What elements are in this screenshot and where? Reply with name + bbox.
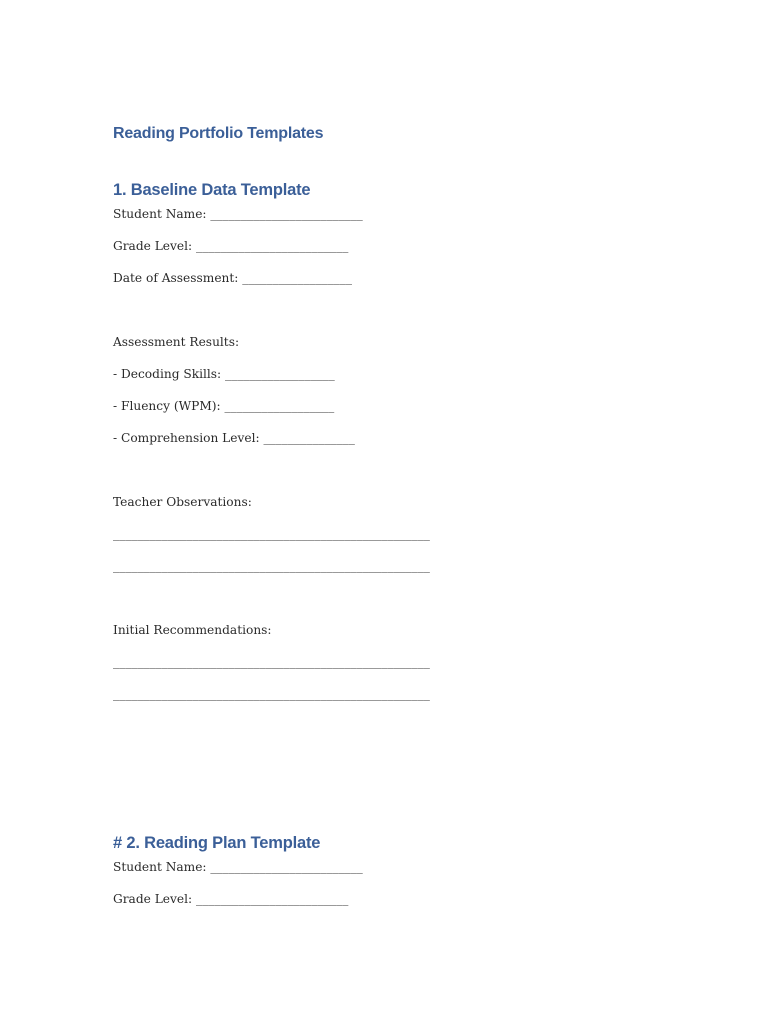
teacher-observations-line: ____________________________________________________ <box>113 527 430 541</box>
initial-recommendations-label: Initial Recommendations: <box>113 623 272 637</box>
initial-recommendations-line: ____________________________________________________ <box>113 687 430 701</box>
comprehension-level-field: - Comprehension Level: _______________ <box>113 431 355 445</box>
decoding-skills-field: - Decoding Skills: __________________ <box>113 367 335 381</box>
student-name-field: Student Name: _________________________ <box>113 860 363 874</box>
assessment-results-label: Assessment Results: <box>113 335 240 349</box>
grade-level-field: Grade Level: _________________________ <box>113 239 349 253</box>
initial-recommendations-line: ____________________________________________________ <box>113 655 430 669</box>
grade-level-field: Grade Level: _________________________ <box>113 892 349 906</box>
student-name-field: Student Name: _________________________ <box>113 207 363 221</box>
document-title: Reading Portfolio Templates <box>113 125 324 142</box>
date-of-assessment-field: Date of Assessment: __________________ <box>113 271 352 285</box>
section-heading-baseline-data: 1. Baseline Data Template <box>113 181 311 199</box>
fluency-field: - Fluency (WPM): __________________ <box>113 399 335 413</box>
teacher-observations-label: Teacher Observations: <box>113 495 252 509</box>
section-heading-reading-plan: # 2. Reading Plan Template <box>113 834 321 852</box>
teacher-observations-line: ____________________________________________________ <box>113 559 430 573</box>
